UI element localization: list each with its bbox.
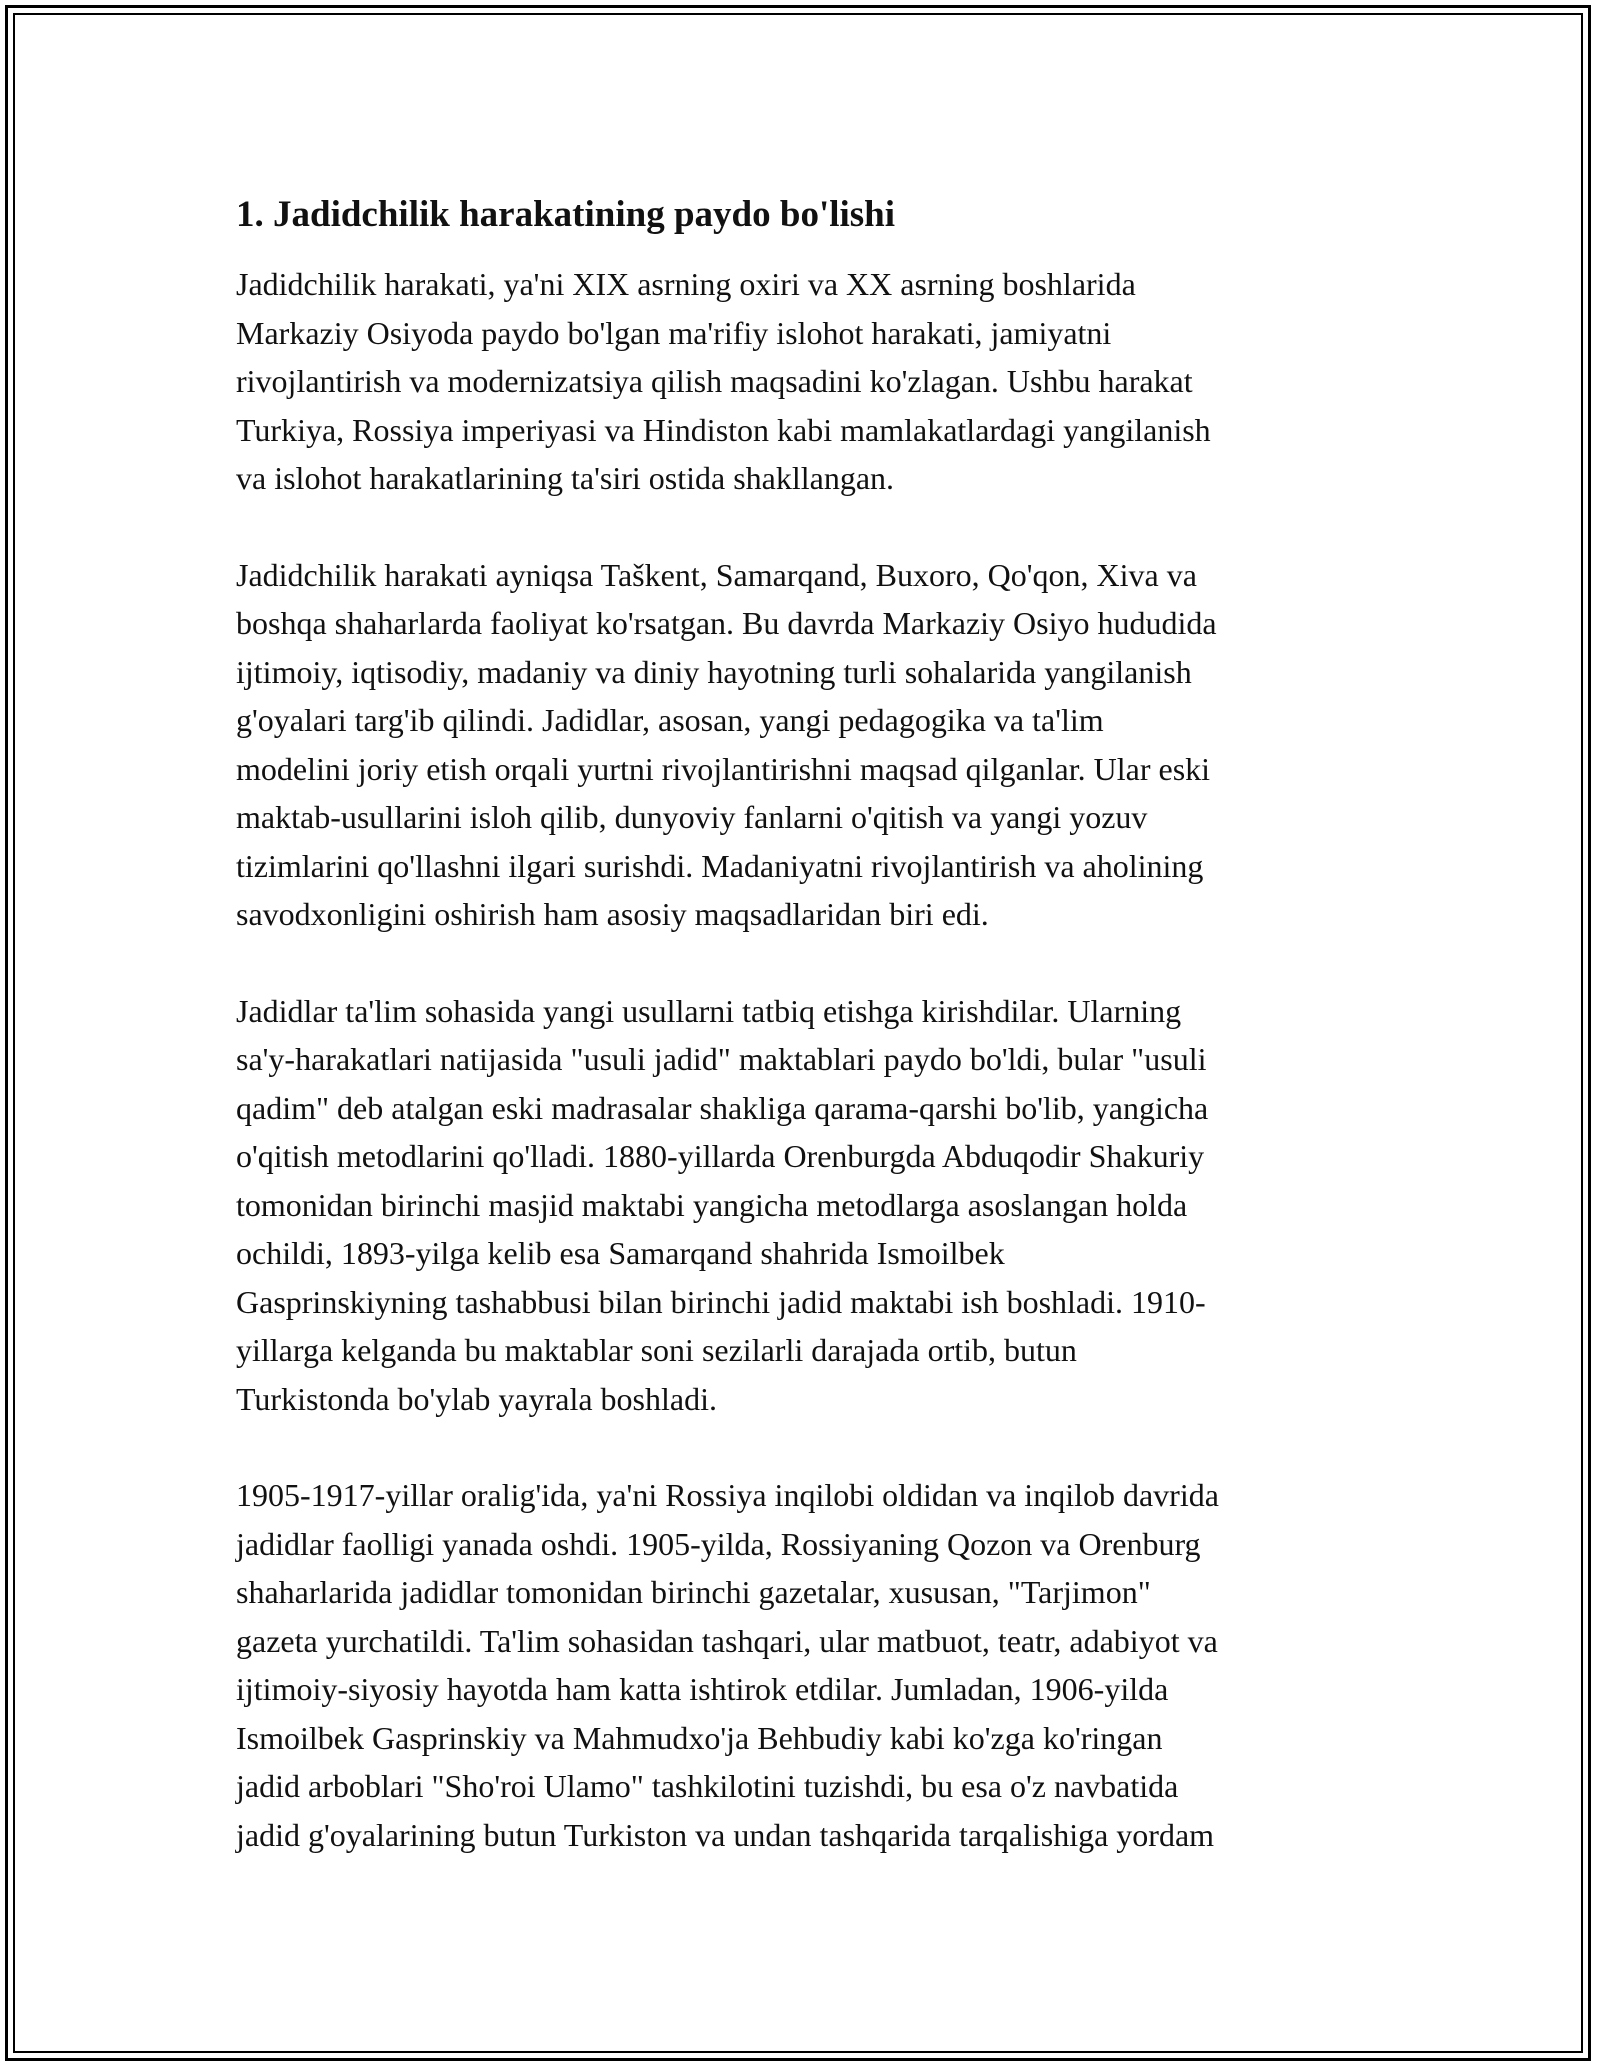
paragraph-line: jadid g'oyalarining butun Turkiston va undan tashqarida tarqalishiga yordam (236, 1816, 1215, 1853)
paragraph-line: gazeta yurchatildi. Ta'lim sohasidan tashqari, ular matbuot, teatr, adabiyot va (236, 1622, 1218, 1659)
paragraph-line: jadidlar faolligi yanada oshdi. 1905-yilda, Rossiyaning Qozon va Orenburg (236, 1525, 1201, 1562)
paragraph-line: maktab-usullarini isloh qilib, dunyoviy fanlarni o'qitish va yangi yozuv (236, 799, 1148, 835)
section-heading: 1. Jadidchilik harakatining paydo bo'lishi (236, 194, 896, 235)
paragraph-line: shaharlarida jadidlar tomonidan birinchi gazetalar, xususan, "Tarjimon" (236, 1574, 1151, 1610)
paragraph-line: ijtimoiy, iqtisodiy, madaniy va diniy hayotning turli sohalarida yangilanish (236, 653, 1192, 690)
paragraph-line: boshqa shaharlarda faoliyat ko'rsatgan. Bu davrda Markaziy Osiyo hududida (236, 605, 1217, 641)
paragraph-line: Turkistonda bo'ylab yayrala boshladi. (236, 1380, 717, 1417)
paragraph-line: Turkiya, Rossiya imperiyasi va Hindiston kabi mamlakatlardagi yangilanish (236, 411, 1211, 448)
paragraph-line: g'oyalari targ'ib qilindi. Jadidlar, asosan, yangi pedagogika va ta'lim (236, 702, 1104, 738)
paragraph-line: Ismoilbek Gasprinskiy va Mahmudxo'ja Behbudiy kabi ko'zga ko'ringan (236, 1719, 1163, 1756)
paragraph-line: o'qitish metodlarini qo'lladi. 1880-yillarda Orenburgda Abduqodir Shakuriy (236, 1138, 1205, 1174)
paragraph-line: Markaziy Osiyoda paydo bo'lgan ma'rifiy islohot harakati, jamiyatni (236, 314, 1112, 351)
paragraph-line: sa'y-harakatlari natijasida "usuli jadid" maktablari paydo bo'ldi, bular "usuli (236, 1041, 1207, 1077)
paragraph-line: va islohot harakatlarining ta'siri ostida shakllangan. (236, 460, 895, 496)
paragraph (236, 551, 1396, 939)
paragraph-line: jadid arboblari "Sho'roi Ulamo" tashkilotini tuzishdi, bu esa o'z navbatida (236, 1768, 1179, 1804)
paragraph-line: Jadidlar ta'lim sohasida yangi usullarni tatbiq etishga kirishdilar. Ularning (236, 992, 1182, 1029)
paragraph-line: Gasprinskiyning tashabbusi bilan birinchi jadid maktabi ish boshladi. 1910- (236, 1283, 1206, 1320)
paragraph-line: ijtimoiy-siyosiy hayotda ham katta ishtirok etdilar. Jumladan, 1906-yilda (236, 1671, 1169, 1707)
paragraph-list (236, 260, 1396, 1859)
paragraph-line: ochildi, 1893-yilga kelib esa Samarqand shahrida Ismoilbek (236, 1235, 1005, 1271)
document-body (236, 190, 1396, 1907)
paragraph-line: rivojlantirish va modernizatsiya qilish maqsadini ko'zlagan. Ushbu harakat (236, 363, 1193, 399)
paragraph-line: modelini joriy etish orqali yurtni rivojlantirishni maqsad qilganlar. Ular eski (236, 750, 1211, 787)
paragraph-line: Jadidchilik harakati ayniqsa Taškent, Samarqand, Buxoro, Qo'qon, Xiva va (236, 556, 1197, 593)
paragraph-line: tomonidan birinchi masjid maktabi yangicha metodlarga asoslangan holda (236, 1186, 1188, 1223)
paragraph-line: qadim" deb atalgan eski madrasalar shakliga qarama-qarshi bo'lib, yangicha (236, 1089, 1209, 1126)
paragraph-line: tizimlarini qo'llashni ilgari surishdi. Madaniyatni rivojlantirish va aholining (236, 847, 1204, 884)
paragraph (236, 260, 1396, 503)
paragraph-line: 1905-1917-yillar oralig'ida, ya'ni Rossiya inqilobi oldidan va inqilob davrida (236, 1477, 1219, 1513)
paragraph-line: savodxonligini oshirish ham asosiy maqsadlaridan biri edi. (236, 896, 989, 932)
paragraph (236, 1471, 1396, 1859)
paragraph-line: yillarga kelganda bu maktablar soni sezilarli darajada ortib, butun (236, 1332, 1077, 1368)
paragraph-line: Jadidchilik harakati, ya'ni XIX asrning oxiri va XX asrning boshlarida (236, 266, 1136, 302)
paragraph (236, 987, 1396, 1424)
